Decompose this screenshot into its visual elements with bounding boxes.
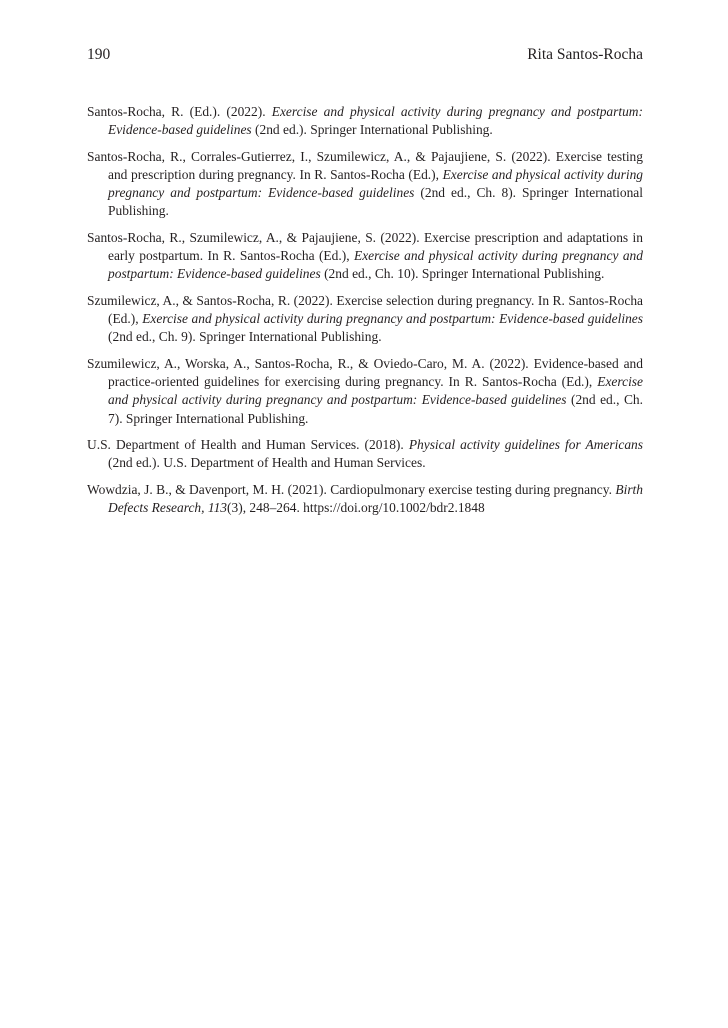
reference-title: Exercise and physical activity during pregnancy and postpartum: Evidence-based guidelines — [108, 167, 644, 201]
reference-title: Exercise and physical activity during pregnancy and postpartum: Evidence-based guidelines — [108, 104, 643, 138]
reference-entry — [87, 436, 643, 472]
reference-publication-info: (3), 248–264. https://doi.org/10.1002/bdr2.1848 — [227, 500, 485, 516]
reference-list — [87, 103, 643, 526]
reference-title: Birth Defects Research, 113 — [108, 482, 643, 516]
reference-text: Wowdzia, J. B., & Davenport, M. H. (2021). Cardiopulmonary exercise testing during pregnancy. — [87, 482, 616, 497]
reference-entry — [87, 481, 643, 517]
reference-text: Szumilewicz, A., Worska, A., Santos-Rocha, R., & Oviedo-Caro, M. A. (2022). Evidence-based and practice-oriented guidelines for exercising during pregnancy. In R. Santos-Rocha (Ed.), — [87, 356, 643, 390]
page-header — [87, 44, 643, 66]
reference-entry — [87, 103, 643, 139]
reference-text: Szumilewicz, A., & Santos-Rocha, R. (2022). Exercise selection during pregnancy. In R. Santos-Rocha (Ed.), — [87, 293, 643, 327]
reference-title: Exercise and physical activity during pregnancy and postpartum: Evidence-based guidelines — [108, 374, 643, 408]
reference-entry — [87, 292, 643, 347]
reference-title: Exercise and physical activity during pregnancy and postpartum: Evidence-based guidelines — [108, 248, 643, 282]
running-head: Rita Santos-Rocha — [527, 46, 643, 63]
reference-entry — [87, 148, 643, 221]
reference-publication-info: (2nd ed., Ch. 10). Springer International Publishing. — [320, 266, 605, 282]
reference-entry — [87, 229, 643, 284]
reference-text: U.S. Department of Health and Human Services. (2018). — [87, 437, 409, 453]
reference-title: Physical activity guidelines for Americans — [408, 437, 643, 453]
reference-publication-info: (2nd ed., Ch. 9). Springer International Publishing. — [108, 329, 382, 345]
reference-text: Santos-Rocha, R. (Ed.). (2022). — [87, 104, 272, 119]
page-number: 190 — [87, 46, 111, 63]
reference-title: Exercise and physical activity during pregnancy and postpartum: Evidence-based guidelines — [142, 311, 643, 327]
reference-publication-info: (2nd ed., Ch. 7). Springer International Publishing. — [108, 392, 644, 426]
reference-publication-info: (2nd ed., Ch. 8). Springer International Publishing. — [108, 185, 643, 219]
reference-text: Santos-Rocha, R., Corrales-Gutierrez, I., Szumilewicz, A., & Pajaujiene, S. (2022). Exercise testing and prescription during pregnancy. In R. Santos-Rocha (Ed.), — [87, 148, 643, 182]
reference-publication-info: (2nd ed.). U.S. Department of Health and Human Services. — [108, 455, 426, 471]
reference-text: Santos-Rocha, R., Szumilewicz, A., & Pajaujiene, S. (2022). Exercise prescription and adaptations in early postpartum. In R. Santos-Rocha (Ed.), — [87, 230, 643, 264]
reference-entry — [87, 355, 643, 428]
reference-publication-info: (2nd ed.). Springer International Publishing. — [251, 122, 493, 138]
